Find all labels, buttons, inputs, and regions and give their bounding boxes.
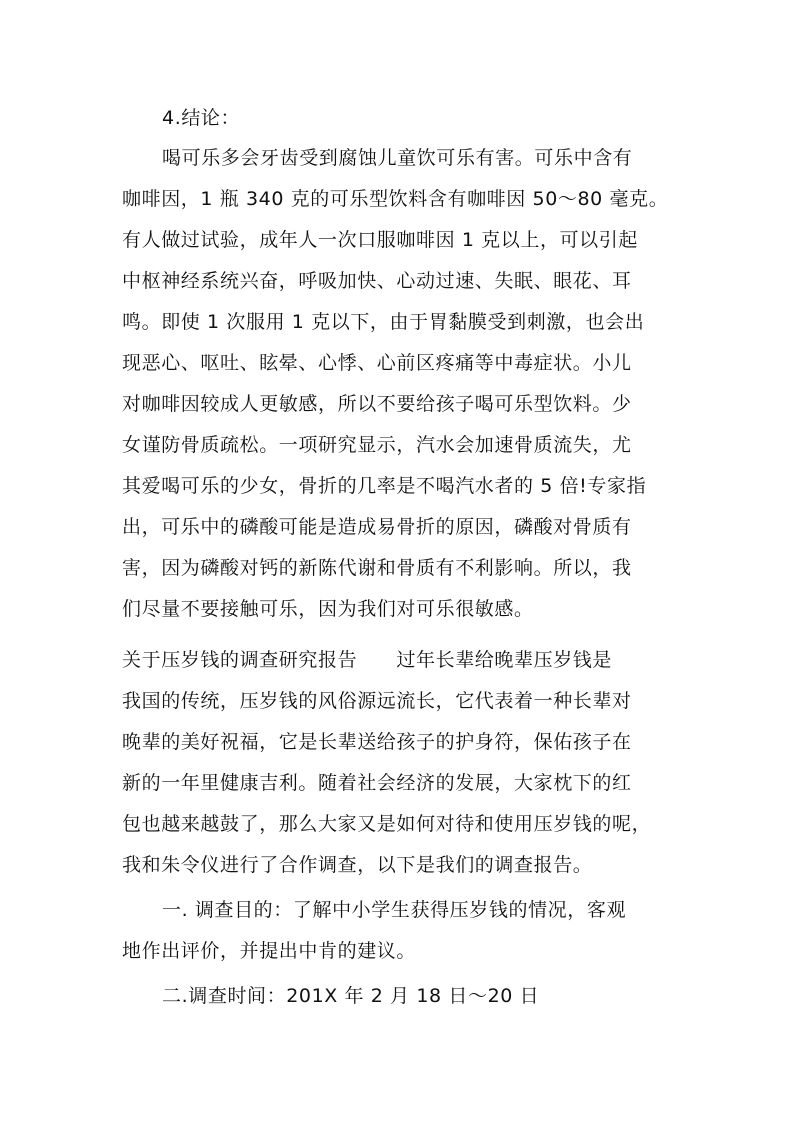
paragraph-line: 对咖啡因较成人更敏感，所以不要给孩子喝可乐型饮料。少 [122,393,632,415]
paragraph-line: 出，可乐中的磷酸可能是造成易骨折的原因，磷酸对骨质有 [122,516,632,538]
paragraph-line: 害，因为磷酸对钙的新陈代谢和骨质有不利影响。所以，我 [122,557,632,579]
paragraph-line: 鸣。即使 1 次服用 1 克以下，由于胃黏膜受到刺激，也会出 [122,311,645,333]
paragraph-line: 喝可乐多会牙齿受到腐蚀儿童饮可乐有害。可乐中含有 [162,147,633,169]
paragraph-line: 现恶心、呕吐、眩晕、心悸、心前区疼痛等中毒症状。小儿 [122,352,632,374]
paragraph-line: 们尽量不要接触可乐，因为我们对可乐很敏感。 [122,598,534,620]
paragraph-line: 我和朱令仪进行了合作调查，以下是我们的调查报告。 [122,854,593,876]
section-heading-conclusion: 4.结论： [162,107,241,129]
paragraph-line: 有人做过试验，成年人一次口服咖啡因 1 克以上，可以引起 [122,229,638,251]
paragraph-line: 地作出评价，并提出中肯的建议。 [122,940,417,962]
report-title-line: 关于压岁钱的调查研究报告 过年长辈给晚辈压岁钱是 [122,649,613,671]
paragraph-line: 中枢神经系统兴奋，呼吸加快、心动过速、失眠、眼花、耳 [122,270,632,292]
paragraph-line: 包也越来越鼓了，那么大家又是如何对待和使用压岁钱的呢， [122,813,652,835]
section-line-time: 二.调查时间：201X 年 2 月 18 日～20 日 [162,985,540,1007]
paragraph-line: 其爱喝可乐的少女，骨折的几率是不喝汽水者的 5 倍!专家指 [122,475,647,497]
paragraph-line: 晚辈的美好祝福，它是长辈送给孩子的护身符，保佑孩子在 [122,731,632,753]
section-line-purpose: 一. 调查目的：了解中小学生获得压岁钱的情况，客观 [162,899,627,921]
paragraph-line: 咖啡因，1 瓶 340 克的可乐型饮料含有咖啡因 50～80 毫克。 [122,188,669,210]
paragraph-line: 我国的传统，压岁钱的风俗源远流长，它代表着一种长辈对 [122,690,632,712]
paragraph-line: 新的一年里健康吉利。随着社会经济的发展，大家枕下的红 [122,772,632,794]
paragraph-line: 女谨防骨质疏松。一项研究显示，汽水会加速骨质流失，尤 [122,434,632,456]
